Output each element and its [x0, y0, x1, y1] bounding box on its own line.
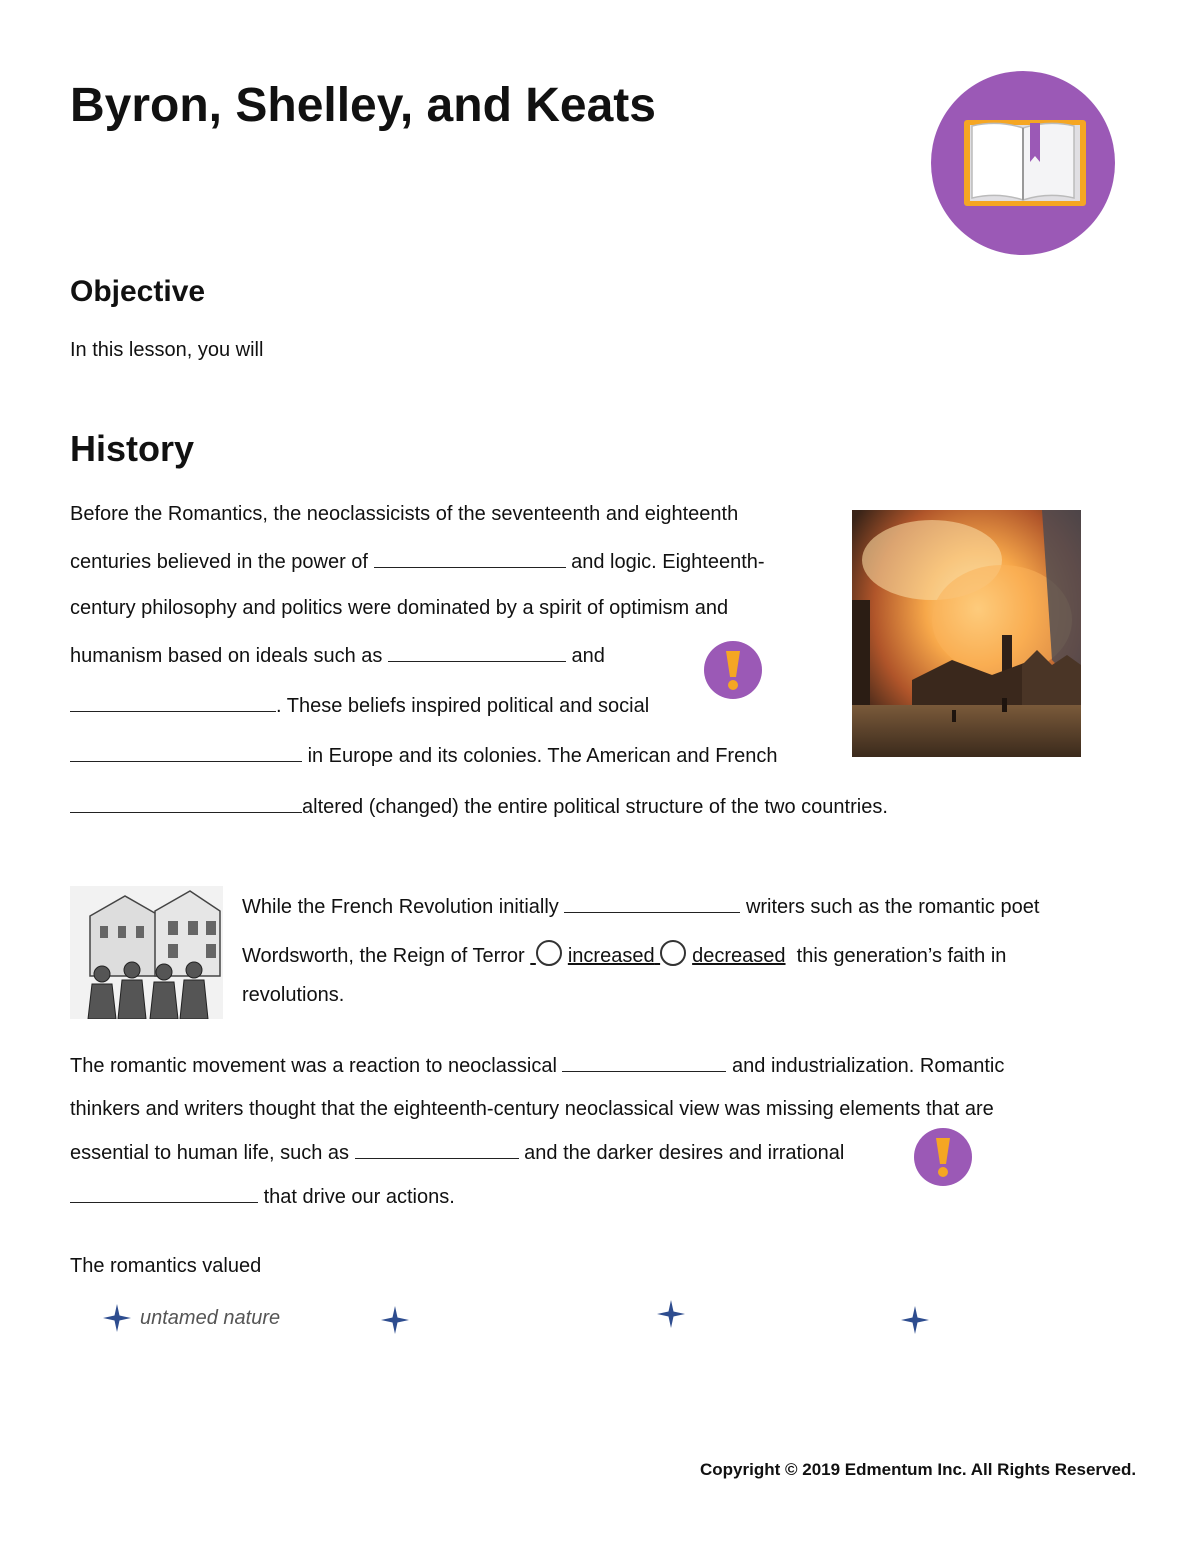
- radio-button[interactable]: [536, 940, 562, 966]
- fill-blank[interactable]: [374, 549, 566, 568]
- history-line: [242, 940, 1006, 968]
- objective-heading: Objective: [70, 275, 206, 308]
- text-fragment: writers such as the romantic poet: [745, 896, 1040, 918]
- history-line: [242, 894, 1039, 919]
- history-line: [70, 1140, 844, 1165]
- history-line: [70, 794, 888, 819]
- book-icon: [930, 70, 1116, 256]
- fill-blank[interactable]: [70, 743, 302, 762]
- text-fragment: centuries believed in the power of: [70, 551, 368, 573]
- history-line: [70, 743, 777, 768]
- history-line: [70, 693, 649, 718]
- revolution-crowd-sketch: [70, 886, 223, 1019]
- star-bullet-icon: [656, 1299, 686, 1329]
- text-fragment: and: [571, 645, 605, 667]
- history-line: century philosophy and politics were dominated by a spirit of optimism and: [70, 597, 729, 619]
- text-fragment: that drive our actions.: [263, 1186, 455, 1208]
- text-fragment: Wordsworth, the Reign of Terror: [242, 945, 525, 967]
- fill-blank[interactable]: [564, 894, 740, 913]
- industrial-fire-painting: [852, 510, 1081, 757]
- text-fragment: essential to human life, such as: [70, 1142, 350, 1164]
- value-item[interactable]: [656, 1299, 694, 1329]
- text-fragment: and the darker desires and irrational: [524, 1142, 845, 1164]
- fill-blank[interactable]: [388, 643, 566, 662]
- radio-button[interactable]: [660, 940, 686, 966]
- text-fragment: altered (changed) the entire political structure of the two countries.: [302, 796, 888, 818]
- fill-blank[interactable]: [355, 1140, 519, 1159]
- text-fragment: While the French Revolution initially: [242, 896, 559, 918]
- fill-blank[interactable]: [70, 1184, 258, 1203]
- history-line: [70, 643, 605, 668]
- copyright-footer: Copyright © 2019 Edmentum Inc. All Rights Reserved.: [700, 1460, 1137, 1479]
- text-fragment: this generation’s faith in: [796, 945, 1007, 967]
- text-fragment: humanism based on ideals such as: [70, 645, 383, 667]
- option-decreased[interactable]: [692, 945, 785, 967]
- exclamation-icon[interactable]: [914, 1128, 972, 1186]
- history-heading: History: [70, 428, 195, 469]
- text-fragment: and industrialization. Romantic: [732, 1055, 1005, 1077]
- objective-intro: In this lesson, you will: [70, 339, 264, 361]
- text-fragment: The romantic movement was a reaction to neoclassical: [70, 1055, 557, 1077]
- text-fragment: and logic. Eighteenth-: [571, 551, 765, 573]
- history-line: [70, 1053, 1004, 1078]
- star-bullet-icon: [102, 1303, 132, 1333]
- value-text[interactable]: untamed nature: [140, 1306, 281, 1329]
- values-heading: The romantics valued: [70, 1255, 262, 1277]
- value-item[interactable]: [380, 1305, 418, 1335]
- exclamation-icon[interactable]: [704, 641, 762, 699]
- star-bullet-icon: [900, 1305, 930, 1335]
- option-label: increased: [567, 945, 655, 967]
- text-fragment: . These beliefs inspired political and social: [276, 695, 650, 717]
- fill-blank[interactable]: [70, 693, 276, 712]
- fill-blank[interactable]: [562, 1053, 726, 1072]
- text-fragment: in Europe and its colonies. The American and French: [307, 745, 778, 767]
- option-increased[interactable]: [530, 945, 692, 967]
- history-line: thinkers and writers thought that the eighteenth-century neoclassical view was missing elements that are: [70, 1098, 994, 1120]
- value-item[interactable]: [900, 1305, 938, 1335]
- star-bullet-icon: [380, 1305, 410, 1335]
- history-line: Before the Romantics, the neoclassicists of the seventeenth and eighteenth: [70, 503, 739, 525]
- history-line: [70, 1184, 455, 1209]
- fill-blank[interactable]: [70, 794, 302, 813]
- history-line: [70, 549, 765, 574]
- option-label: decreased: [692, 945, 786, 967]
- value-item[interactable]: [102, 1303, 280, 1333]
- page-title: Byron, Shelley, and Keats: [70, 79, 656, 132]
- history-line: revolutions.: [242, 984, 345, 1006]
